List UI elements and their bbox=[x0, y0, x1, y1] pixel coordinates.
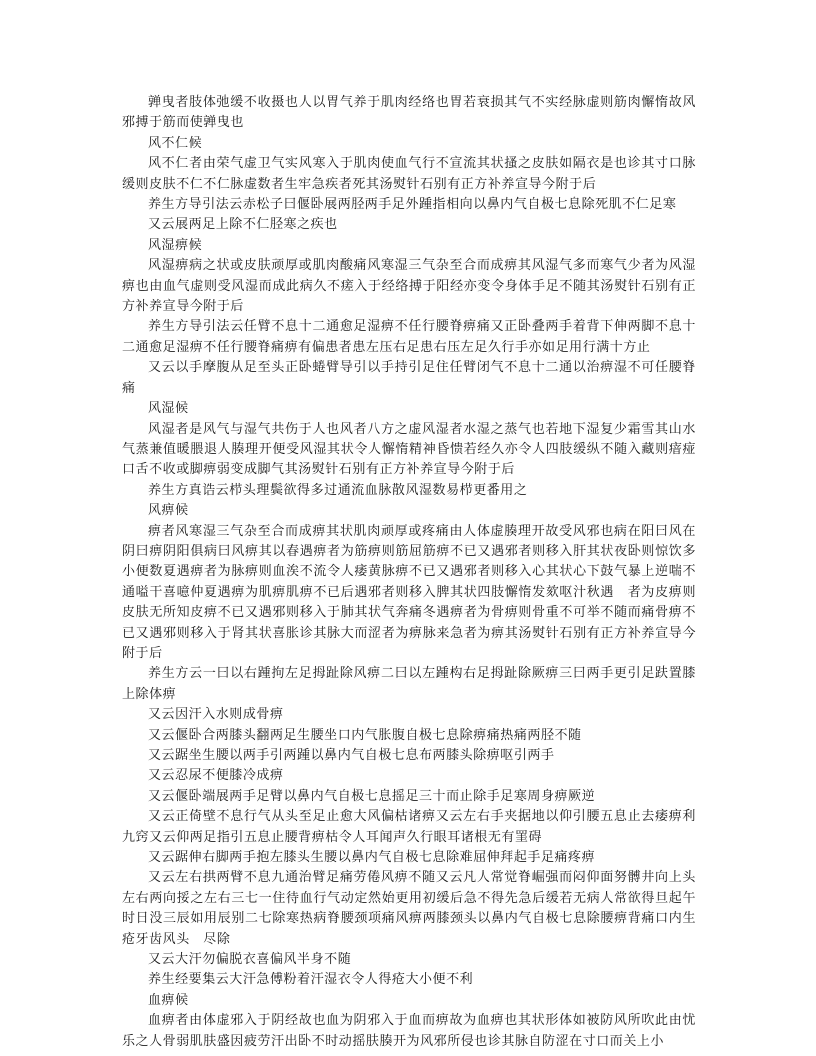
paragraph-feng-bu-ren-daoyin: 养生方导引法云赤松子曰偃卧展两胫两手足外踵指相向以鼻内气自极七息除死肌不仁足寒 bbox=[148, 197, 677, 213]
paragraph-feng-bi-youyun-7: 又云踞伸右脚两手抱左膝头生腰以鼻内气自极七息除难屈伸拜起手足痛疼痹 bbox=[148, 850, 596, 866]
paragraph-duoye-description: 亸曳者肢体弛缓不收摄也人以胃气养于肌肉经络也胃若衰损其气不实经脉虚则筋肉懈惰故风邪搏于筋而使亸曳也 bbox=[122, 95, 696, 131]
paragraph-xue-bi-description: 血痹者由体虚邪入于阴经故也血为阴邪入于血而痹故为血痹也其状形体如被防风所吹此由忧乐之人骨弱肌肤盛因疲劳汗出卧不时动摇肤腠开为风邪所侵也诊其脉自防涩在寸口而关上小 bbox=[122, 1013, 696, 1049]
paragraph-feng-bu-ren-youyun: 又云展两足上除不仁胫寒之疾也 bbox=[148, 217, 338, 233]
paragraph-feng-bi-youyun-3: 又云踞坐生腰以两手引两踵以鼻内气自极七息布两膝头除痹呕引两手 bbox=[148, 748, 555, 763]
paragraph-feng-bu-ren-description: 风不仁者由荣气虚卫气实风寒入于肌肉使血气行不宣流其状搔之皮肤如隔衣是也诊其寸口脉缓则皮肤不仁不仁脉虚数者生牢急疾者死其汤熨针石别有正方补养宣导今附于后 bbox=[122, 156, 696, 192]
section-heading-feng-shi: 风湿候 bbox=[148, 401, 189, 417]
paragraph-feng-shi-zhengao: 养生方真诰云栉头理鬓欲得多过通流血脉散风湿数易栉更番用之 bbox=[148, 482, 528, 498]
paragraph-feng-shi-bi-daoyin: 养生方导引法云任臂不息十二通愈足湿痹不任行腰脊痹痛又正卧叠两手着背下伸两脚不息十二通愈足湿痹不任行腰脊痛痹有偏患者患左压右足患右压左足久行手亦如足用行满十方止 bbox=[122, 319, 696, 355]
paragraph-feng-bi-description: 痹者风寒湿三气杂至合而成痹其状肌肉顽厚或疼痛由人体虚腠理开故受风邪也病在阳曰风在阴曰痹阴阳俱病曰风痹其以春遇痹者为筋痹则筋屈筋痹不已又遇邪者则移入肝其状夜卧则惊饮多小便数夏遇痹者为脉痹则血涘不流令人痿黄脉痹不已又遇邪者则移入心其状心下鼓气暴上逆喘不通嗌干喜噫仲夏遇痹为肌痹肌痹不已后遇邪者则移入脾其状四肢懈惰发欬呕汁秋遇 者为皮痹则皮肤无所知皮痹不已又遇邪则移入于肺其状气奔痛冬遇痹者为骨痹则骨重不可举不随而痛骨痹不已又遇邪则移入于肾其状喜胀诊其脉大而涩者为痹脉来急者为痹其汤熨针石别有正方补养宣导今附于后 bbox=[122, 523, 696, 661]
paragraph-feng-bi-youyun-5: 又云偃卧端展两手足臂以鼻内气自极七息摇足三十而止除手足寒周身痹厥逆 bbox=[148, 788, 596, 804]
paragraph-feng-shi-bi-youyun: 又云以手摩腹从足至头正卧蜷臂导引以手持引足住任臂闭气不息十二通以治痹湿不可任腰脊痛 bbox=[122, 360, 696, 396]
section-heading-feng-bi: 风痹候 bbox=[148, 503, 189, 519]
paragraph-feng-bi-youyun-9: 又云大汗勿偏脱衣喜偏风半身不随 bbox=[148, 952, 352, 968]
section-heading-feng-bu-ren: 风不仁候 bbox=[148, 135, 203, 151]
section-heading-xue-bi: 血痹候 bbox=[148, 992, 189, 1008]
paragraph-feng-bi-youyun-4: 又云忍尿不便膝冷成痹 bbox=[148, 768, 284, 784]
paragraph-feng-bi-youyun-2: 又云偃卧合两膝头翻两足生腰坐口内气胀腹自极七息除痹痛热痛两胫不随 bbox=[148, 727, 582, 743]
paragraph-feng-bi-yangsheng: 养生方云一曰以右踵拘左足拇趾除风痹二曰以左踵构右足拇趾除厥痹三曰两手更引足趺置膝上除体痹 bbox=[122, 666, 696, 702]
paragraph-feng-bi-jingyao: 养生经要集云大汗急傅粉着汗湿衣令人得疮大小便不利 bbox=[148, 972, 474, 988]
paragraph-feng-bi-youyun-8: 又云左右拱两臂不息九通治臂足痛劳倦风痹不随又云凡人常觉脊崛强而闷仰面努髆井向上头左右两向挼之左右三七一住待血行气动定然始更用初缓后急不得先急后缓若无病人常欲得旦起午时日没三辰如用辰别二七除寒热病脊腰颈项痛风痹两膝颈头以鼻内气自极七息除腰痹背痛口内生疮牙齿风头 尽除 bbox=[122, 870, 696, 947]
paragraph-feng-bi-youyun-1: 又云因汗入水则成骨痹 bbox=[148, 707, 284, 723]
paragraph-feng-bi-youyun-6: 又云正倚壁不息行气从头至足止愈大风偏枯诸痹又云左右手夹据地以仰引腰五息止去痿痹利九窍又云仰两足指引五息止腰背痹枯令人耳闻声久行眼耳诸根无有罣碍 bbox=[122, 809, 696, 845]
paragraph-feng-shi-description: 风湿者是风气与湿气共伤于人也风者八方之虚风湿者水湿之蒸气也若地下湿复少霜雪其山水气蒸兼值暖腲退人腠理开便受风湿其状令人懈惰精神昏愦若经久亦令人四肢缓纵不随入藏则瘖痖口舌不收或脚痹弱变成脚气其汤熨针石别有正方补养宣导今附于后 bbox=[122, 421, 696, 478]
section-heading-feng-shi-bi: 风湿痹候 bbox=[148, 237, 203, 253]
paragraph-feng-shi-bi-description: 风湿痹病之状或皮肤顽厚或肌肉酸痛风寒湿三气杂至合而成痹其风湿气多而寒气少者为风湿痹也由血气虚则受风湿而成此病久不瘥入于经络搏于阳经亦变令身体手足不随其汤熨针石别有正方补养宣导今附于后 bbox=[122, 258, 696, 315]
document-page bbox=[122, 93, 696, 1052]
